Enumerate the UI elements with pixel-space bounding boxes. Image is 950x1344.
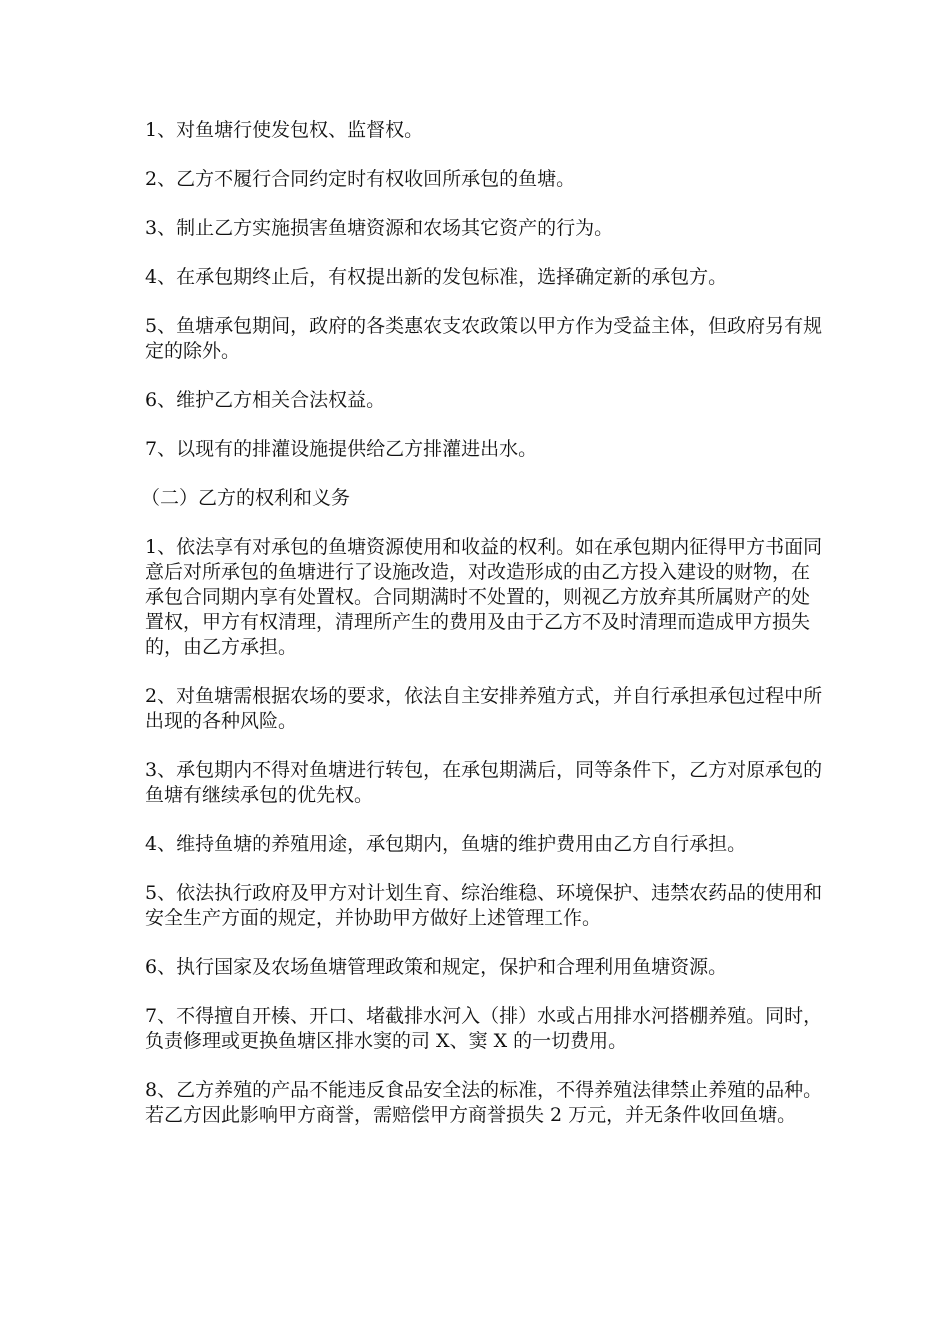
clause-b-4: 4、维持鱼塘的养殖用途，承包期内，鱼塘的维护费用由乙方自行承担。 [145,833,747,855]
document-body [141,118,825,1152]
section-heading: （二）乙方的权利和义务 [141,487,351,509]
clause-b-8: 8、乙方养殖的产品不能违反食品安全法的标准，不得养殖法律禁止养殖的品种。若乙方因此影响甲方商誉，需赔偿甲方商誉损失 2 万元，并无条件收回鱼塘。 [145,1079,823,1126]
clause-a-7: 7、以现有的排灌设施提供给乙方排灌进出水。 [145,438,538,460]
clause-a-2: 2、乙方不履行合同约定时有权收回所承包的鱼塘。 [145,168,576,190]
clause-a-5: 5、鱼塘承包期间，政府的各类惠农支农政策以甲方作为受益主体，但政府另有规定的除外。 [145,315,823,362]
clause-a-1: 1、对鱼塘行使发包权、监督权。 [145,119,424,141]
clause-a-6: 6、维护乙方相关合法权益。 [145,389,386,411]
clause-b-2: 2、对鱼塘需根据农场的要求，依法自主安排养殖方式，并自行承担承包过程中所出现的各种风险。 [145,685,823,732]
clause-b-1: 1、依法享有对承包的鱼塘资源使用和收益的权利。如在承包期内征得甲方书面同意后对所承包的鱼塘进行了设施改造，对改造形成的由乙方投入建设的财物，在承包合同期内享有处置权。合同期满时不处置的，则视乙方放弃其所属财产的处置权，甲方有权清理，清理所产生的费用及由于乙方不及时清理而造成甲方损失的，由乙方承担。 [145,536,823,658]
clause-b-5: 5、依法执行政府及甲方对计划生育、综治维稳、环境保护、违禁农药品的使用和安全生产方面的规定，并协助甲方做好上述管理工作。 [145,882,823,929]
clause-b-3: 3、承包期内不得对鱼塘进行转包，在承包期满后，同等条件下，乙方对原承包的鱼塘有继续承包的优先权。 [145,759,823,806]
clause-a-4: 4、在承包期终止后，有权提出新的发包标准，选择确定新的承包方。 [145,266,728,288]
clause-b-7: 7、不得擅自开楱、开口、堵截排水河入（排）水或占用排水河搭棚养殖。同时，负责修理或更换鱼塘区排水窦的司 X、窦 X 的一切费用。 [145,1005,823,1052]
clause-b-6: 6、执行国家及农场鱼塘管理政策和规定，保护和合理利用鱼塘资源。 [145,956,728,978]
clause-a-3: 3、制止乙方实施损害鱼塘资源和农场其它资产的行为。 [145,217,614,239]
